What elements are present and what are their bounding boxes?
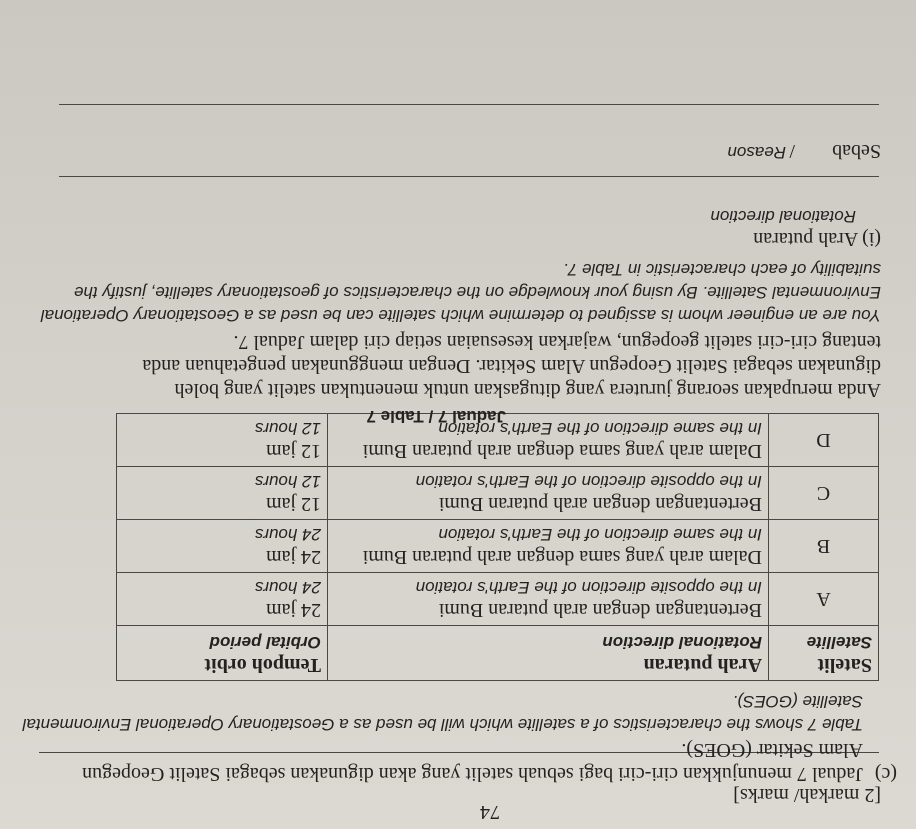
sub-question-label: (i) Arah putaran xyxy=(753,228,881,250)
instruction-text-en: suitability of each characteristic in Table 7. xyxy=(563,260,881,279)
period-cell xyxy=(117,573,328,626)
header-period xyxy=(117,626,328,681)
instruction-text-en: You are an engineer whom is assigned to determine which satellite can be used as a Geostationary Operational xyxy=(40,306,881,325)
table-row xyxy=(117,467,879,520)
header-period-en: Orbital period xyxy=(209,633,321,652)
period-en: 24 hours xyxy=(254,578,321,597)
reason-separator: / xyxy=(789,140,795,162)
period-en: 12 hours xyxy=(254,419,321,438)
table-caption: Jadual 7 / Table 7 xyxy=(366,407,506,426)
satellite-cell: C xyxy=(769,467,879,520)
direction-cell xyxy=(328,520,769,573)
table-header-row xyxy=(117,626,879,681)
question-label: (c) xyxy=(874,763,897,785)
instruction-text-ms: Anda merupakan seorang jurutera yang ditugaskan untuk menentukan satelit yang boleh xyxy=(174,379,881,401)
period-cell xyxy=(117,520,328,573)
answer-line[interactable] xyxy=(59,176,879,177)
reason-label-en: Reason xyxy=(727,143,786,162)
direction-ms: Bertentangan dengan arah putaran Bumi xyxy=(438,493,762,515)
header-satellite xyxy=(769,626,879,681)
direction-cell xyxy=(328,573,769,626)
direction-en: In the same direction of the Earth's rotation xyxy=(438,525,762,544)
period-ms: 24 jam xyxy=(266,599,321,621)
satellite-cell: A xyxy=(769,573,879,626)
characteristics-table xyxy=(116,413,879,681)
satellite-cell: B xyxy=(769,520,879,573)
table-row xyxy=(117,520,879,573)
instruction-text-ms: digunakan sebagai Satelit Geopegun Alam Sekitar. Dengan menggunakan pengetahuan anda xyxy=(142,355,881,377)
period-cell xyxy=(117,467,328,520)
header-direction-en: Rotational direction xyxy=(602,633,762,652)
direction-ms: Bertentangan dengan arah putaran Bumi xyxy=(438,599,762,621)
direction-en: In the opposite direction of the Earth's rotation xyxy=(415,472,762,491)
page-number: 74 xyxy=(480,801,500,823)
period-en: 24 hours xyxy=(254,525,321,544)
satellite-cell: D xyxy=(769,414,879,467)
marks-label: [2 markah/ marks] xyxy=(733,784,881,806)
reason-label-ms: Sebab xyxy=(832,140,881,162)
period-en: 12 hours xyxy=(254,472,321,491)
header-direction-ms: Arah putaran xyxy=(643,654,762,676)
direction-en: In the opposite direction of the Earth's rotation xyxy=(415,578,762,597)
period-ms: 12 jam xyxy=(266,440,321,462)
direction-ms: Dalam arah yang sama dengan arah putaran Bumi xyxy=(362,440,762,462)
sub-question-label-en: Rotational direction xyxy=(710,207,856,226)
header-direction xyxy=(328,626,769,681)
period-ms: 24 jam xyxy=(266,546,321,568)
period-ms: 12 jam xyxy=(266,493,321,515)
question-text-en: Satellite (GOES). xyxy=(732,692,863,711)
question-text-ms: Alam Sekitar (GOES). xyxy=(681,739,863,761)
header-satellite-en: Satellite xyxy=(806,633,872,652)
header-satellite-ms: Satelit xyxy=(817,654,872,676)
instruction-text-en: Environmental Satellite. By using your knowledge on the characteristics of geostationary satellite, justify the xyxy=(74,283,881,302)
direction-en: In the same direction of the Earth's rotation xyxy=(438,419,762,438)
table-row xyxy=(117,573,879,626)
direction-cell xyxy=(328,467,769,520)
instruction-text-ms: tentang ciri-ciri satelit geopegun, wajarkan kesesuaian setiap ciri dalam Jadual 7. xyxy=(233,331,881,353)
direction-ms: Dalam arah yang sama dengan arah putaran Bumi xyxy=(362,546,762,568)
answer-line[interactable] xyxy=(59,104,879,105)
question-text-en: Table 7 shows the characteristics of a satellite which will be used as a Geostationary Operational Environmental xyxy=(22,715,863,734)
header-period-ms: Tempoh orbit xyxy=(204,654,321,676)
period-cell xyxy=(117,414,328,467)
question-text-ms: Jadual 7 menunjukkan ciri-ciri bagi sebuah satelit yang akan digunakan sebagai Satelit Geopegun xyxy=(82,763,863,785)
